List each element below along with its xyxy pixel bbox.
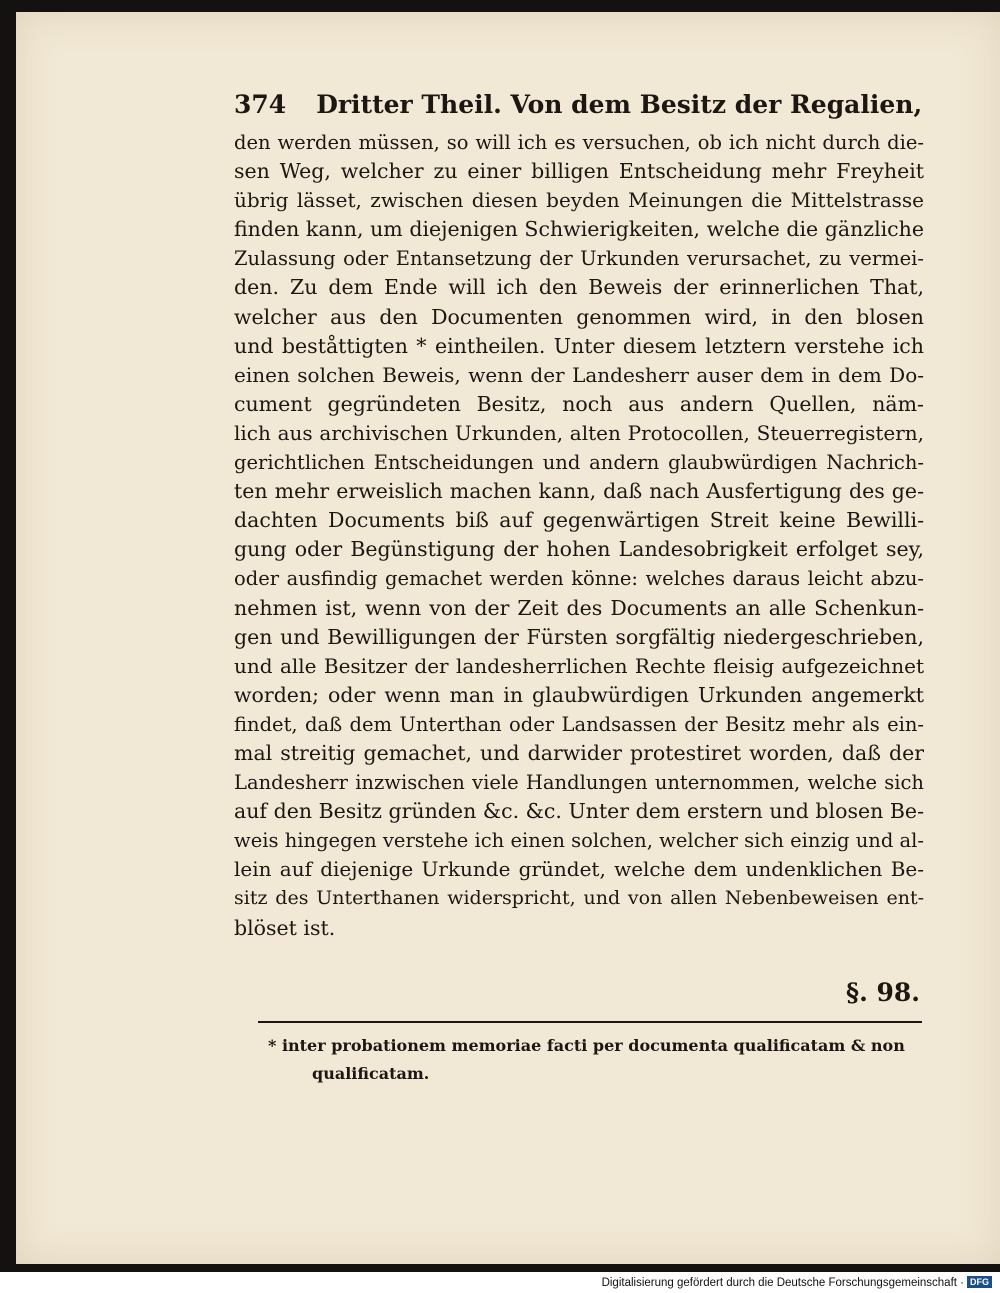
footnote [268,1032,922,1088]
body-line: den werden müssen, so will ich es versuchen, ob ich nicht durch die- [234,131,924,154]
body-line: finden kann, um diejenigen Schwierigkeiten, welche die gänzliche [234,217,924,242]
body-line: cument gegründeten Besitz, noch aus andern Quellen, näm- [234,391,924,416]
credit-text: Digitalisierung gefördert durch die Deutsche Forschungsgemeinschaft · [601,1277,964,1289]
body-line: sen Weg, welcher zu einer billigen Entscheidung mehr Freyheit [234,159,924,184]
body-line: gerichtlichen Entscheidungen und andern glaubwürdigen Nachrich- [234,451,924,475]
page-header [234,90,923,119]
body-line: blöset ist. [234,915,336,940]
body-line: ten mehr erweislich machen kann, daß nach Ausfertigung des ge- [234,479,924,504]
page-number: 374 [234,90,287,119]
body-line: weis hingegen verstehe ich einen solchen, welcher sich einzig und al- [234,829,924,853]
body-line: worden; oder wenn man in glaubwürdigen Urkunden angemerkt [234,682,924,707]
digitization-credit [602,1276,992,1289]
body-line: und beståttigten * eintheilen. Unter diesem letztern verstehe ich [234,333,924,358]
body-line: den. Zu dem Ende will ich den Beweis der erinnerlichen That, [234,275,924,300]
body-line: dachten Documents biß auf gegenwärtigen Streit keine Bewilli- [234,508,924,533]
body-line: übrig lässet, zwischen diesen beyden Meinungen die Mittelstrasse [234,188,924,213]
body-line: oder ausfindig gemachet werden könne: welches daraus leicht abzu- [234,567,924,591]
catchword: §. 98. [846,978,920,1007]
running-title: Dritter Theil. Von dem Besitz der Regalien, [316,90,923,119]
body-line: gung oder Begünstigung der hohen Landesobrigkeit erfolget sey, [234,537,924,562]
body-line: Zulassung oder Entansetzung der Urkunden verursachet, zu vermei- [234,247,924,271]
body-line: gen und Bewilligungen der Fürsten sorgfältig niedergeschrieben, [234,624,924,649]
body-line: findet, daß dem Unterthan oder Landsassen der Besitz mehr als ein- [234,712,924,736]
body-line: sitz des Unterthanen widerspricht, und von allen Nebenbeweisen ent- [234,887,924,910]
footnote-rule [258,1021,922,1023]
body-line: Landesherr inzwischen viele Handlungen unternommen, welche sich [234,771,924,795]
footnote-line: qualificatam. [312,1064,430,1083]
dfg-logo: DFG [967,1276,992,1288]
body-text [234,128,924,943]
body-line: mal streitig gemachet, und darwider protestiret worden, daß der [234,740,924,765]
body-line: einen solchen Beweis, wenn der Landesherr auser dem in dem Do- [234,362,924,387]
body-line: nehmen ist, wenn von der Zeit des Documents an alle Schenkun- [234,595,924,620]
body-line: lich aus archivischen Urkunden, alten Protocollen, Steuerregistern, [234,420,924,445]
body-line: lein auf diejenige Urkunde gründet, welche dem undenklichen Be- [234,857,924,882]
body-line: und alle Besitzer der landesherrlichen Rechte fleisig aufgezeichnet [234,653,924,678]
body-line: auf den Besitz gründen &c. &c. Unter dem erstern und blosen Be- [234,799,924,824]
footnote-line: * inter probationem memoriae facti per documenta qualificatam & non [268,1036,905,1055]
body-line: welcher aus den Documenten genommen wird, in den blosen [234,304,924,329]
